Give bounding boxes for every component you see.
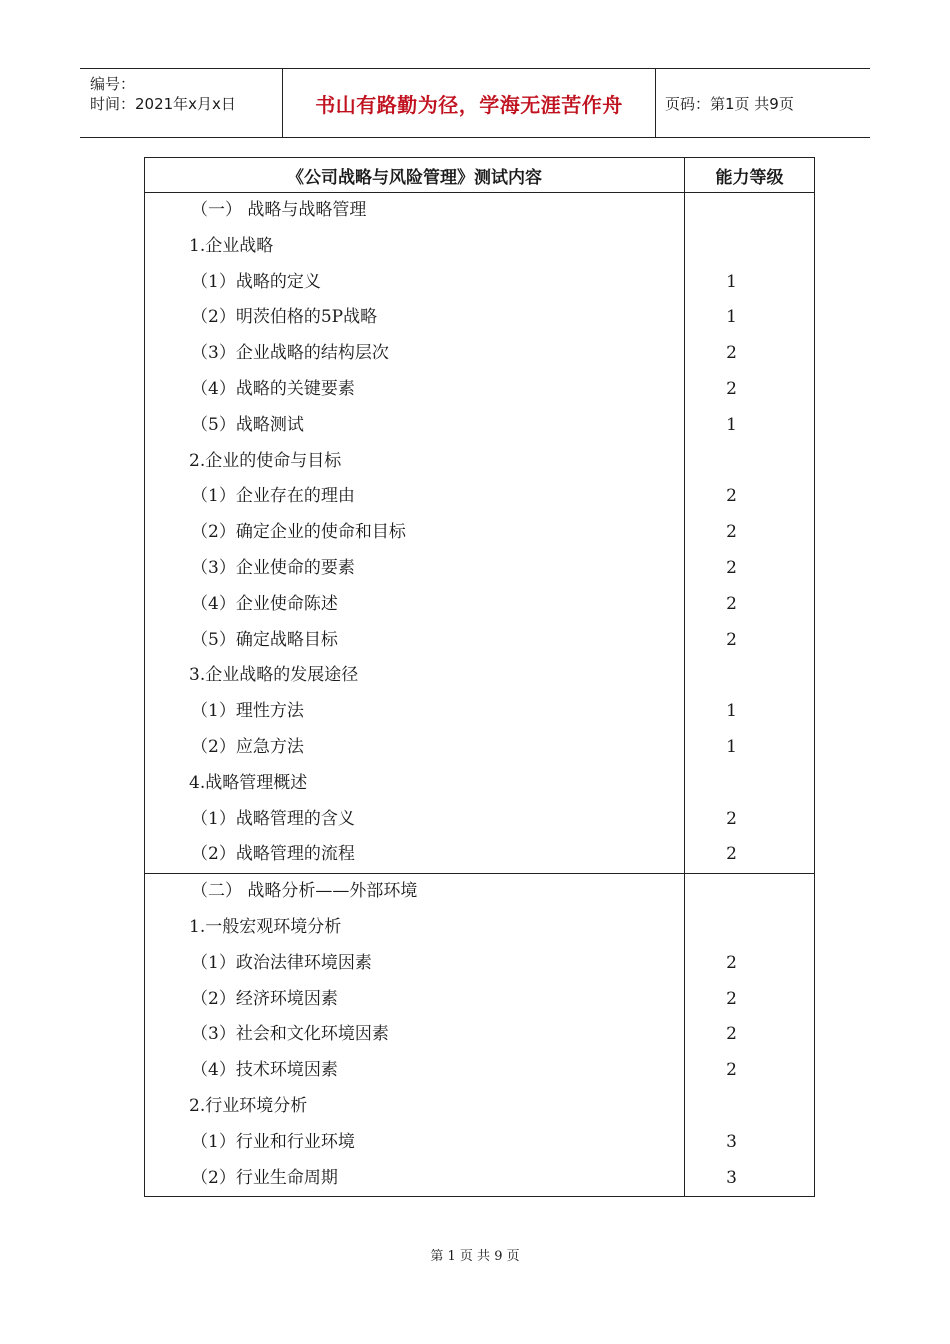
ability-level: 2 bbox=[726, 557, 737, 578]
section-row bbox=[145, 874, 815, 1197]
ability-level: 2 bbox=[726, 952, 737, 973]
ability-level: 2 bbox=[726, 593, 737, 614]
header-meta bbox=[80, 69, 282, 137]
ability-level: 3 bbox=[726, 1131, 737, 1152]
ability-level bbox=[685, 444, 814, 480]
topic-item: （2）确定企业的使命和目标 bbox=[191, 522, 406, 543]
ability-level: 2 bbox=[726, 808, 737, 829]
ability-level bbox=[685, 766, 814, 802]
subsection-heading: 2.行业环境分析 bbox=[189, 1095, 308, 1116]
page-footer: 第 1 页 共 9 页 bbox=[430, 1249, 520, 1264]
ability-level: 1 bbox=[726, 271, 737, 292]
ability-level bbox=[685, 658, 814, 694]
ability-level: 3 bbox=[726, 1167, 737, 1188]
subsection-heading: 4.战略管理概述 bbox=[189, 772, 308, 793]
topic-item: （3）企业使命的要素 bbox=[191, 557, 355, 578]
topic-item: （3）社会和文化环境因素 bbox=[191, 1024, 389, 1045]
subsection-heading: 1.企业战略 bbox=[189, 235, 274, 256]
ability-level bbox=[685, 910, 814, 946]
ability-level: 1 bbox=[726, 307, 737, 328]
header-page-info: 页码：第1页 共9页 bbox=[665, 94, 794, 113]
topic-item: （5）战略测试 bbox=[191, 414, 304, 435]
section-heading: （一） 战略与战略管理 bbox=[191, 200, 367, 220]
ability-level bbox=[685, 229, 814, 265]
ability-level: 2 bbox=[726, 629, 737, 650]
ability-level: 2 bbox=[726, 1060, 737, 1081]
topic-item: （3）企业战略的结构层次 bbox=[191, 343, 389, 364]
topic-item: （1）战略管理的含义 bbox=[191, 808, 355, 829]
ability-level: 1 bbox=[726, 736, 737, 757]
topic-item: （4）企业使命陈述 bbox=[191, 593, 338, 614]
topic-item: （2）战略管理的流程 bbox=[191, 844, 355, 865]
topic-item: （4）战略的关键要素 bbox=[191, 378, 355, 399]
topic-item: （2）经济环境因素 bbox=[191, 988, 338, 1009]
topic-item: （2）明茨伯格的5P战略 bbox=[191, 307, 378, 328]
serial-label: 编号： bbox=[90, 75, 136, 93]
ability-level: 2 bbox=[726, 343, 737, 364]
topic-item: （1）理性方法 bbox=[191, 701, 304, 722]
subsection-heading: 3.企业战略的发展途径 bbox=[189, 665, 359, 686]
topic-item: （1）政治法律环境因素 bbox=[191, 952, 372, 973]
table-header-row bbox=[145, 158, 815, 193]
topic-item: （4）技术环境因素 bbox=[191, 1060, 338, 1081]
date-label: 时间：2021年x月x日 bbox=[90, 95, 236, 113]
ability-level: 1 bbox=[726, 414, 737, 435]
section-heading: （二） 战略分析——外部环境 bbox=[191, 881, 418, 902]
section-content-cell bbox=[145, 193, 685, 874]
topic-item: （5）确定战略目标 bbox=[191, 629, 338, 650]
topic-item: （1）企业存在的理由 bbox=[191, 486, 355, 507]
ability-level: 2 bbox=[726, 988, 737, 1009]
motto: 书山有路勤为径，学海无涯苦作舟 bbox=[315, 92, 623, 117]
column-header-level: 能力等级 bbox=[685, 158, 815, 193]
subsection-heading: 1.一般宏观环境分析 bbox=[189, 916, 342, 937]
column-header-content: 《公司战略与风险管理》测试内容 bbox=[145, 158, 685, 193]
subsection-heading: 2.企业的使命与目标 bbox=[189, 450, 342, 471]
ability-level: 2 bbox=[726, 844, 737, 865]
ability-level bbox=[685, 193, 814, 229]
topic-item: （2）应急方法 bbox=[191, 736, 304, 757]
topic-item: （1）战略的定义 bbox=[191, 271, 321, 292]
ability-level: 2 bbox=[726, 378, 737, 399]
section-level-cell bbox=[685, 874, 815, 1197]
ability-level: 2 bbox=[726, 1024, 737, 1045]
page-header bbox=[80, 68, 870, 138]
topic-item: （1）行业和行业环境 bbox=[191, 1131, 355, 1152]
topic-item: （2）行业生命周期 bbox=[191, 1167, 338, 1188]
ability-level bbox=[685, 1089, 814, 1125]
ability-level: 2 bbox=[726, 522, 737, 543]
syllabus-table bbox=[144, 157, 815, 1197]
ability-level: 2 bbox=[726, 486, 737, 507]
ability-level: 1 bbox=[726, 701, 737, 722]
section-level-cell bbox=[685, 193, 815, 874]
section-content-cell bbox=[145, 874, 685, 1197]
ability-level bbox=[685, 874, 814, 910]
section-row bbox=[145, 193, 815, 874]
table-body bbox=[145, 193, 815, 1197]
header-motto-cell bbox=[282, 69, 656, 137]
